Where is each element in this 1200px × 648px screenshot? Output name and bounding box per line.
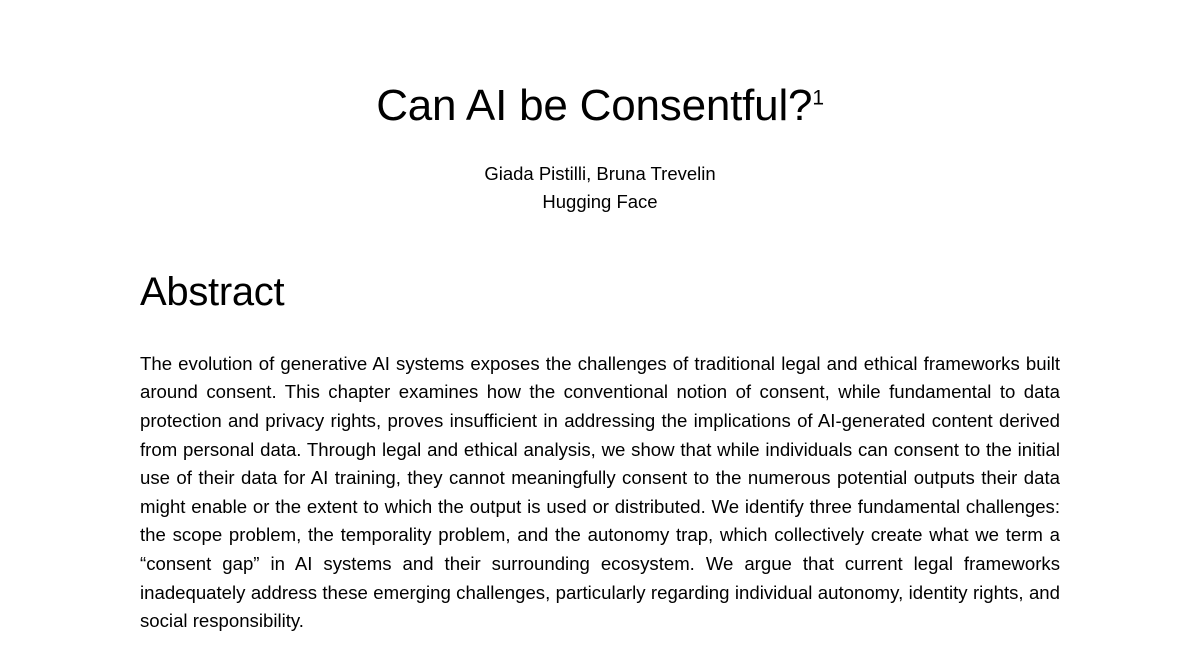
- title-text: Can AI be Consentful?: [376, 81, 813, 130]
- abstract-heading: Abstract: [140, 269, 285, 314]
- page-title: [140, 0, 1060, 130]
- author-list: Giada Pistilli, Bruna Trevelin: [484, 163, 716, 185]
- abstract-paragraph: The evolution of generative AI systems exposes the challenges of traditional legal and ethical frameworks built around consent. This chapter examines how the conventional notion of consent, while fundamental to data protection and privacy rights, proves insufficient in addressing the implications of AI-generated content derived from personal data. Through legal and ethical analysis, we show that while individuals can consent to the initial use of their data for AI training, they cannot meaningfully consent to the numerous potential outputs their data might enable or the extent to which the output is used or distributed. We identify three fundamental challenges: the scope problem, the temporality problem, and the autonomy trap, which collectively create what we term a “consent gap” in AI systems and their surrounding ecosystem. We argue that current legal frameworks inadequately address these emerging challenges, particularly regarding individual autonomy, identity rights, and social responsibility.: [140, 352, 1060, 632]
- title-footnote-marker: 1: [812, 86, 824, 110]
- affiliation: Hugging Face: [542, 191, 658, 213]
